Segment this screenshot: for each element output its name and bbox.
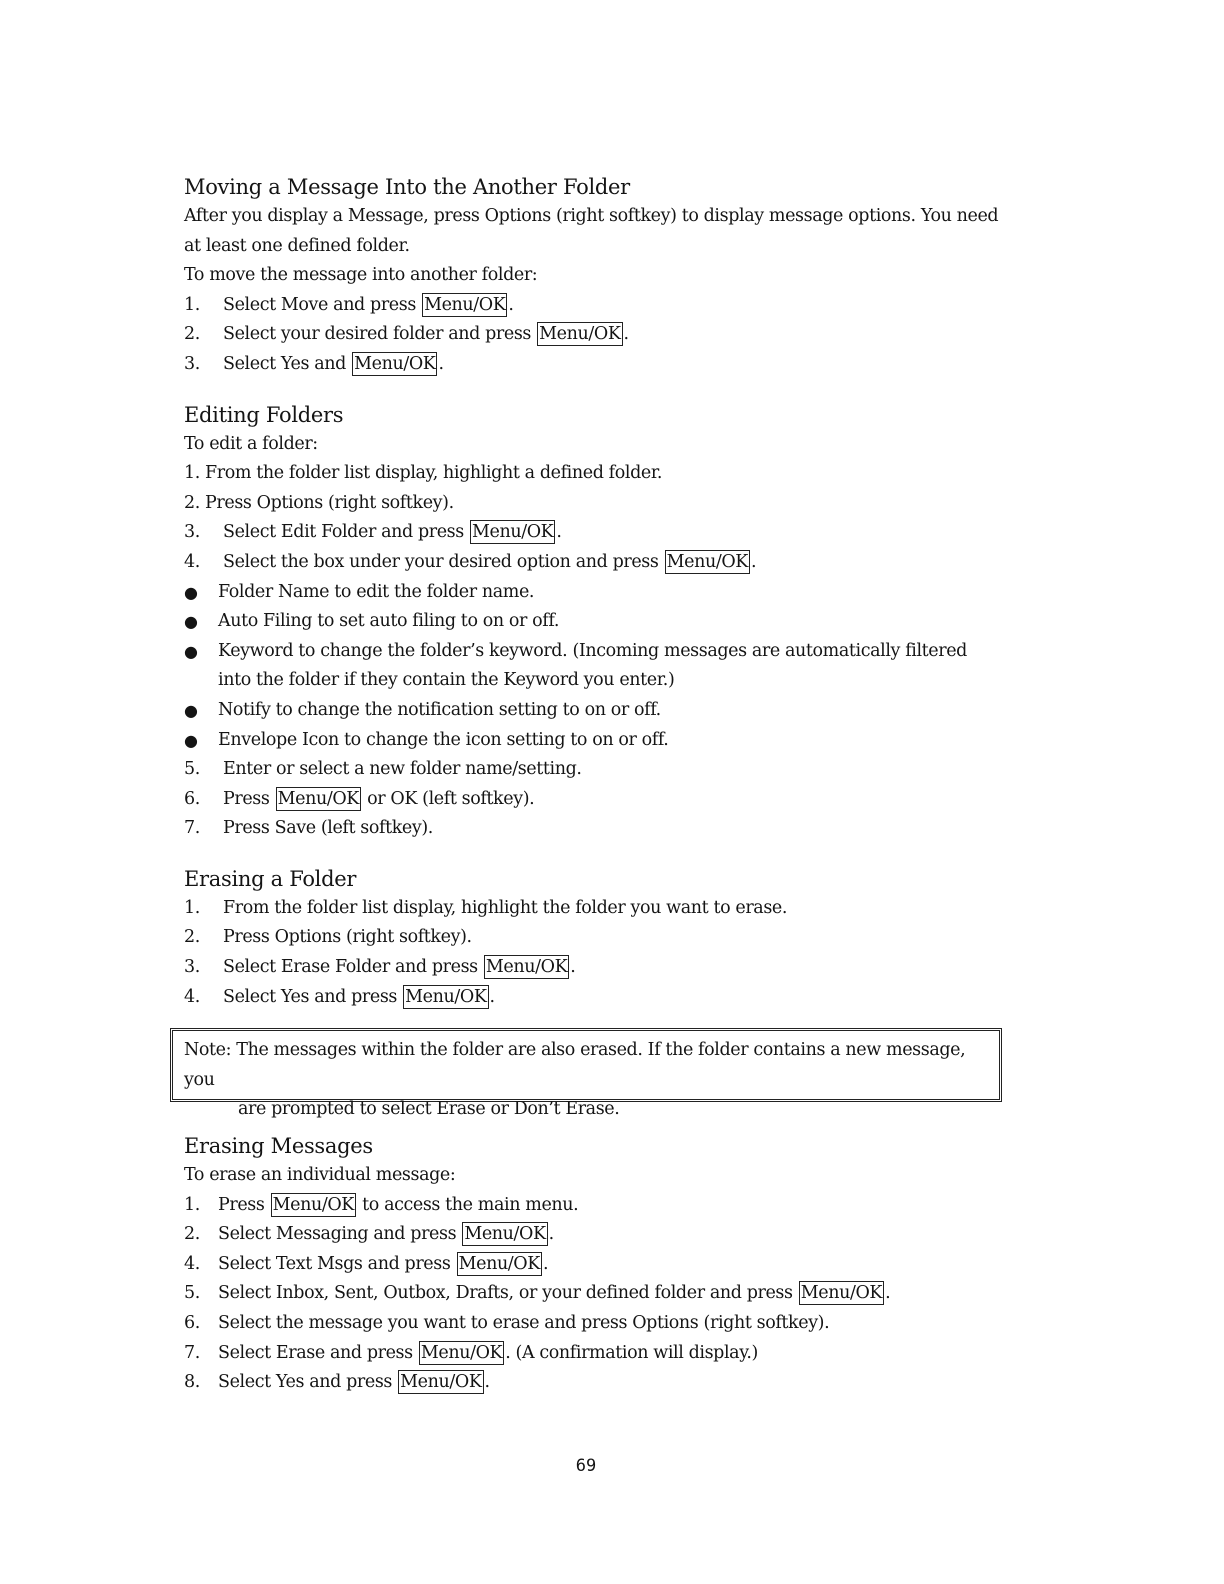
step-item [184, 291, 1004, 321]
step-number: 1. [184, 897, 200, 918]
step-list [184, 291, 1004, 380]
step-text-after: . (A confirmation will display.) [505, 1342, 758, 1363]
section-heading-erasing-folder: Erasing a Folder [184, 866, 357, 891]
step-text-main: Press Save (left softkey). [223, 818, 433, 839]
bullet-icon: ● [184, 582, 198, 602]
step-item [184, 894, 1004, 924]
step-number: 1. [184, 1194, 200, 1215]
step-number: 4. [184, 986, 200, 1007]
step-item [184, 1220, 1004, 1250]
step-number: 5. [184, 1283, 200, 1304]
step-item [184, 785, 1004, 815]
step-text-main: Press [223, 788, 275, 809]
step-number: 3. [184, 522, 200, 543]
step-list [184, 1191, 1004, 1398]
bullet-item [184, 578, 1004, 608]
step-text-after: . [489, 986, 495, 1007]
bullet-list [184, 578, 1004, 756]
step-text-main: Press Options (right softkey). [223, 927, 472, 948]
step-number: 2. [184, 927, 200, 948]
step-text [184, 923, 1004, 953]
step-number: 3. [184, 957, 200, 978]
step-text [184, 1279, 1004, 1309]
step-text-main: From the folder list display, highlight the folder you want to erase. [223, 897, 788, 918]
step-item [184, 1279, 1004, 1309]
step-text-main: Select Text Msgs and press [218, 1253, 456, 1274]
menu-ok-key: Menu/OK [458, 1253, 540, 1274]
step-text [184, 1220, 1004, 1250]
bullet-item [184, 637, 1004, 696]
menu-ok-key: Menu/OK [472, 522, 554, 543]
menu-ok-key: Menu/OK [354, 353, 436, 374]
step-item [184, 320, 1004, 350]
menu-ok-key: Menu/OK [405, 986, 487, 1007]
step-text [184, 291, 1004, 321]
step-number: 2. [184, 324, 200, 345]
intro-paragraph: To move the message into another folder: [184, 265, 538, 286]
step-text-main: Select Erase Folder and press [223, 957, 483, 978]
step-list [184, 518, 1004, 577]
step-text-after: . [542, 1253, 549, 1274]
bullet-item [184, 726, 1004, 756]
step-text-after: to access the main menu. [356, 1194, 579, 1215]
bullet-icon: ● [184, 641, 198, 661]
step-number: 7. [184, 818, 200, 839]
step-text-main: Select Messaging and press [218, 1224, 462, 1245]
step-text-main: Select the message you want to erase and press Options (right softkey). [218, 1312, 830, 1333]
step-item [184, 953, 1004, 983]
step-text-after: . [750, 551, 757, 572]
step-text [184, 518, 1004, 548]
step-text-main: Select Yes and [223, 353, 352, 374]
step-text [184, 983, 1004, 1013]
step-text [184, 1368, 1004, 1398]
step-list [184, 894, 1004, 1012]
section-heading-erasing-messages: Erasing Messages [184, 1134, 373, 1158]
step-item [184, 755, 1004, 785]
step-text-after: . [885, 1283, 891, 1304]
step-text-after: or OK (left softkey). [361, 788, 535, 809]
step-number: 4. [184, 551, 200, 572]
bullet-item [184, 696, 1004, 726]
step-item [184, 1309, 1004, 1339]
menu-ok-key: Menu/OK [424, 294, 506, 315]
step-item [184, 1368, 1004, 1398]
plain-step: 2. Press Options (right softkey). [184, 492, 454, 513]
step-number: 6. [184, 788, 200, 809]
step-item [184, 518, 1004, 548]
step-text-main: Select Erase and press [218, 1342, 418, 1363]
menu-ok-key: Menu/OK [485, 957, 568, 978]
intro-paragraph: To edit a folder: [184, 433, 318, 454]
step-item [184, 1250, 1004, 1280]
bullet-text: Envelope Icon to change the icon setting to on or off. [218, 729, 669, 750]
step-number: 2. [184, 1224, 200, 1245]
step-text-main: Select Move and press [223, 294, 422, 315]
step-text [184, 1339, 1004, 1369]
step-text [184, 755, 1004, 785]
step-text-after: . [508, 294, 514, 315]
step-item [184, 548, 1004, 578]
menu-ok-key: Menu/OK [272, 1194, 354, 1215]
page-number: 69 [575, 1456, 597, 1476]
step-text-after: . [438, 353, 444, 374]
step-text-after: . [548, 1224, 554, 1245]
section-heading-editing: Editing Folders [184, 402, 344, 427]
step-text-after: . [570, 957, 576, 978]
step-number: 1. [184, 294, 200, 315]
step-item [184, 983, 1004, 1013]
step-text [184, 1191, 1004, 1221]
step-text [184, 894, 1004, 924]
step-text [184, 1250, 1004, 1280]
menu-ok-key: Menu/OK [666, 551, 748, 572]
step-text [184, 785, 1004, 815]
bullet-text: Notify to change the notification setting to on or off. [218, 699, 661, 720]
step-number: 8. [184, 1372, 200, 1393]
step-number: 4. [184, 1253, 200, 1274]
intro-paragraph: After you display a Message, press Options (right softkey) to display message options. You need at least one defined folder. [184, 206, 999, 256]
menu-ok-key: Menu/OK [464, 1224, 546, 1245]
step-text-main: Press [218, 1194, 270, 1215]
bullet-icon: ● [184, 730, 198, 750]
note-line: Note: The messages within the folder are also erased. If the folder contains a new message, you [184, 1040, 966, 1090]
menu-ok-key: Menu/OK [420, 1342, 503, 1363]
step-text-main: Select Inbox, Sent, Outbox, Drafts, or your defined folder and press [218, 1283, 798, 1304]
intro-paragraph: To erase an individual message: [184, 1165, 456, 1185]
bullet-item [184, 607, 1004, 637]
bullet-icon: ● [184, 612, 198, 632]
page-content-lower [184, 1131, 1004, 1398]
step-text [184, 320, 1004, 350]
step-text [184, 814, 1004, 844]
step-text [184, 548, 1004, 578]
step-text-main: Select the box under your desired option and press [223, 551, 664, 572]
bullet-text: Keyword to change the folder’s keyword. (Incoming messages are automatically filtered into the folder if they contain the Keyword you enter.) [218, 640, 967, 691]
step-text-after: . [556, 522, 562, 543]
page-content [184, 172, 1004, 1012]
step-text-after: . [484, 1372, 490, 1393]
step-item [184, 1191, 1004, 1221]
bullet-text: Folder Name to edit the folder name. [218, 581, 535, 602]
step-text [184, 1309, 1004, 1339]
step-item [184, 350, 1004, 380]
step-text-main: Select Yes and press [223, 986, 403, 1007]
step-item [184, 814, 1004, 844]
step-text-after: . [623, 324, 629, 345]
step-number: 5. [184, 759, 200, 780]
note-text [184, 1036, 994, 1125]
step-text [184, 953, 1004, 983]
menu-ok-key: Menu/OK [400, 1372, 482, 1393]
plain-step: 1. From the folder list display, highlight a defined folder. [184, 463, 663, 484]
section-heading-moving: Moving a Message Into the Another Folder [184, 175, 630, 199]
step-text-main: Select Yes and press [218, 1372, 398, 1393]
step-item [184, 1339, 1004, 1369]
step-text-main: Select your desired folder and press [223, 324, 537, 345]
step-number: 3. [184, 353, 200, 374]
step-list [184, 755, 1004, 844]
step-number: 7. [184, 1342, 200, 1363]
step-text-main: Enter or select a new folder name/setting. [223, 759, 582, 780]
step-number: 6. [184, 1312, 200, 1333]
step-item [184, 923, 1004, 953]
step-text-main: Select Edit Folder and press [223, 522, 469, 543]
step-text [184, 350, 1004, 380]
bullet-icon: ● [184, 700, 198, 720]
note-line: are prompted to select Erase or Don’t Erase. [238, 1099, 620, 1120]
bullet-text: Auto Filing to set auto filing to on or off. [218, 611, 560, 632]
menu-ok-key: Menu/OK [277, 788, 359, 809]
menu-ok-key: Menu/OK [539, 324, 621, 345]
menu-ok-key: Menu/OK [800, 1283, 883, 1304]
